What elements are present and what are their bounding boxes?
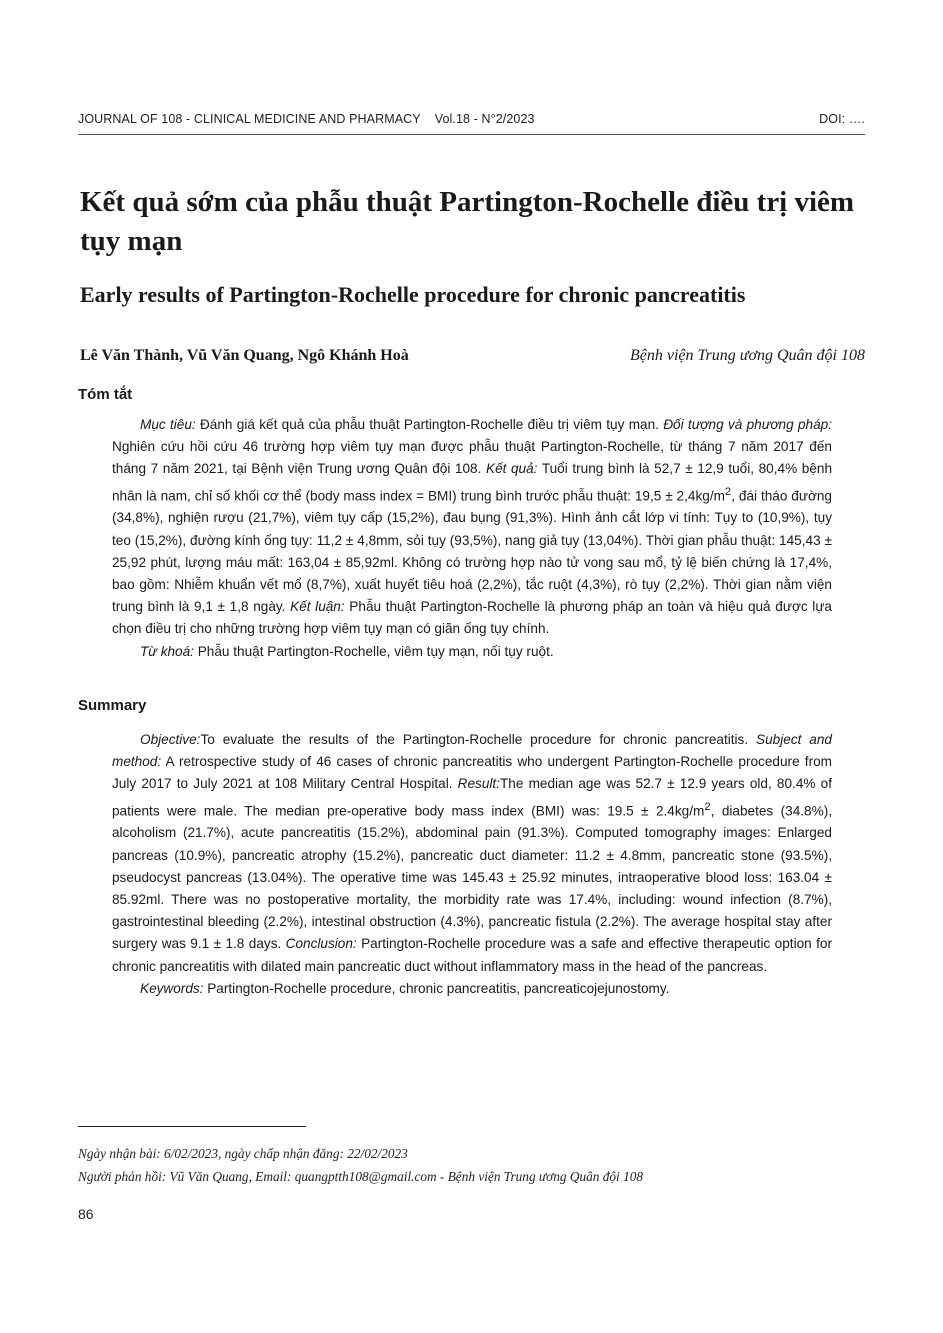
objective-text-en: To evaluate the results of the Partington-Rochelle procedure for chronic pancreatitis. xyxy=(200,732,757,747)
objective-text-vi: Đánh giá kết quả của phẫu thuật Partington-Rochelle điều trị viêm tụy mạn. xyxy=(195,417,664,432)
footnote-divider xyxy=(78,1126,306,1127)
footnote-correspondence: Người phản hồi: Vũ Văn Quang, Email: quangptth108@gmail.com - Bệnh viện Trung ương Quân đội 108 xyxy=(78,1168,644,1184)
abstract-english xyxy=(112,729,832,1000)
result-text-vi-cont: , đái tháo đường (34,8%), nghiện rượu (21,7%), viêm tụy cấp (15,2%), đau bụng (91,3%). Hình ảnh cắt lớp vi tính: Tụy to (10,9%), tụy teo (15,2%), đường kính ống tụy: 11,2 ± 4,8mm, sỏi tụy (93,5%), nang giả tụy (13,04%). Thời gian phẫu thuật: 145,43 ± 25,92 phút, lượng máu mất: 163,04 ± 85,92ml. Không có trường hợp nào tử vong sau mổ, tỷ lệ biến chứng là 17,4%, bao gồm: Nhiễm khuẩn vết mổ (8,7%), xuất huyết tiêu hoá (2,2%), tắc ruột (4,3%), rò tụy (2,2%). Thời gian nằm viện trung bình là 9,1 ± 1,8 ngày. xyxy=(112,488,832,615)
result-text-en: The median age was 52.7 ± 12.9 years old, 80.4% of patients were male. The median pre-operative body mass index (BMI) was: 19.5 ± 2.4kg/m xyxy=(112,776,832,819)
method-text-en: A retrospective study of 46 cases of chronic pancreatitis who undergent Partington-Rochelle procedure from July 2017 to July 2021 at 108 Military Central Hospital. xyxy=(112,754,832,792)
journal-volume: Vol.18 - N°2/2023 xyxy=(434,112,535,126)
journal-name: JOURNAL OF 108 - CLINICAL MEDICINE AND PHARMACY xyxy=(78,112,421,126)
result-label-en: Result: xyxy=(457,776,500,792)
method-text-vi: Nghiên cứu hồi cứu 46 trường hợp viêm tụy mạn được phẫu thuật Partington-Rochelle, từ tháng 7 năm 2017 đến tháng 7 năm 2021, tại Bệnh viện Trung ương Quân đội 108. xyxy=(112,439,832,477)
abstract-heading-vi: Tóm tắt xyxy=(78,386,133,403)
keywords-label-vi: Từ khoá: xyxy=(140,643,194,659)
conclusion-text-en: Partington-Rochelle procedure was a safe and effective therapeutic option for chronic pancreatitis with dilated main pancreatic duct without inflammatory mass in the head of the pancreas. xyxy=(112,936,832,974)
keywords-vi xyxy=(112,641,832,663)
keywords-en xyxy=(112,978,832,1000)
title-english: Early results of Partington-Rochelle procedure for chronic pancreatitis xyxy=(80,282,746,307)
title-vietnamese: Kết quả sớm của phẫu thuật Partington-Rochelle điều trị viêm tụy mạn xyxy=(80,186,855,257)
abstract-heading-en: Summary xyxy=(78,697,147,714)
doi-label: DOI: …. xyxy=(819,112,865,126)
conclusion-text-vi: Phẫu thuật Partington-Rochelle là phương pháp an toàn và hiệu quả được lựa chọn điều trị cho những trường hợp viêm tụy mạn có giãn ống tụy chính. xyxy=(112,599,832,637)
conclusion-label-en: Conclusion: xyxy=(285,936,357,952)
method-label-vi: Đối tượng và phương pháp: xyxy=(663,417,832,432)
author-list: Lê Văn Thành, Vũ Văn Quang, Ngô Khánh Hoà xyxy=(80,347,409,364)
abstract-en-body xyxy=(112,729,832,978)
header-divider xyxy=(78,134,865,135)
superscript-vi: 2 xyxy=(724,485,732,498)
result-text-en-cont: , diabetes (34.8%), alcoholism (21.7%), acute pancreatitis (15.2%), abdominal pain (91.3%). Computed tomography images: Enlarged pancreas (10.9%), pancreatic atrophy (15.2%), pancreatic duct diameter: 11.2 ± 4.8mm, pancreatic stone (93.5%), pseudocyst pancreas (13.04%). The operative time was 145.43 ± 25.92 minutes, intraoperative blood loss: 163.04 ± 85.92ml. There was no postoperative mortality, the morbidity rate was 17.4%, including: wound infection (8.7%), gastrointestinal bleeding (2.2%), intestinal obstruction (4.3%), pancreatic fistula (2.2%). The average hospital stay after surgery was 9.1 ± 1.8 days. xyxy=(112,803,832,952)
method-label-en: Subject and method: xyxy=(112,732,832,770)
footnote-received: Ngày nhận bài: 6/02/2023, ngày chấp nhận đăng: 22/02/2023 xyxy=(78,1146,408,1161)
abstract-vietnamese xyxy=(112,414,832,663)
journal-info xyxy=(78,112,535,126)
superscript-en: 2 xyxy=(704,800,711,813)
objective-label-en: Objective: xyxy=(140,732,201,747)
objective-label-vi: Mục tiêu: xyxy=(140,417,196,432)
result-text-vi: Tuổi trung bình là 52,7 ± 12,9 tuổi, 80,4% bệnh nhân là nam, chỉ số khối cơ thể (body mass index = BMI) trung bình trước phẫu thuật: 19,5 ± 2,4kg/m xyxy=(112,461,833,504)
running-header xyxy=(78,112,865,130)
page-number: 86 xyxy=(78,1206,94,1222)
abstract-vi-body xyxy=(112,414,832,641)
keywords-label-en: Keywords: xyxy=(140,980,204,996)
affiliation: Bệnh viện Trung ương Quân đội 108 xyxy=(629,347,865,364)
keywords-text-vi: Phẫu thuật Partington-Rochelle, viêm tụy mạn, nối tụy ruột. xyxy=(193,643,554,659)
keywords-text-en: Partington-Rochelle procedure, chronic pancreatitis, pancreaticojejunostomy. xyxy=(203,980,670,996)
conclusion-label-vi: Kết luận: xyxy=(290,599,345,615)
footnotes xyxy=(78,1143,868,1188)
result-label-vi: Kết quả: xyxy=(486,461,538,477)
